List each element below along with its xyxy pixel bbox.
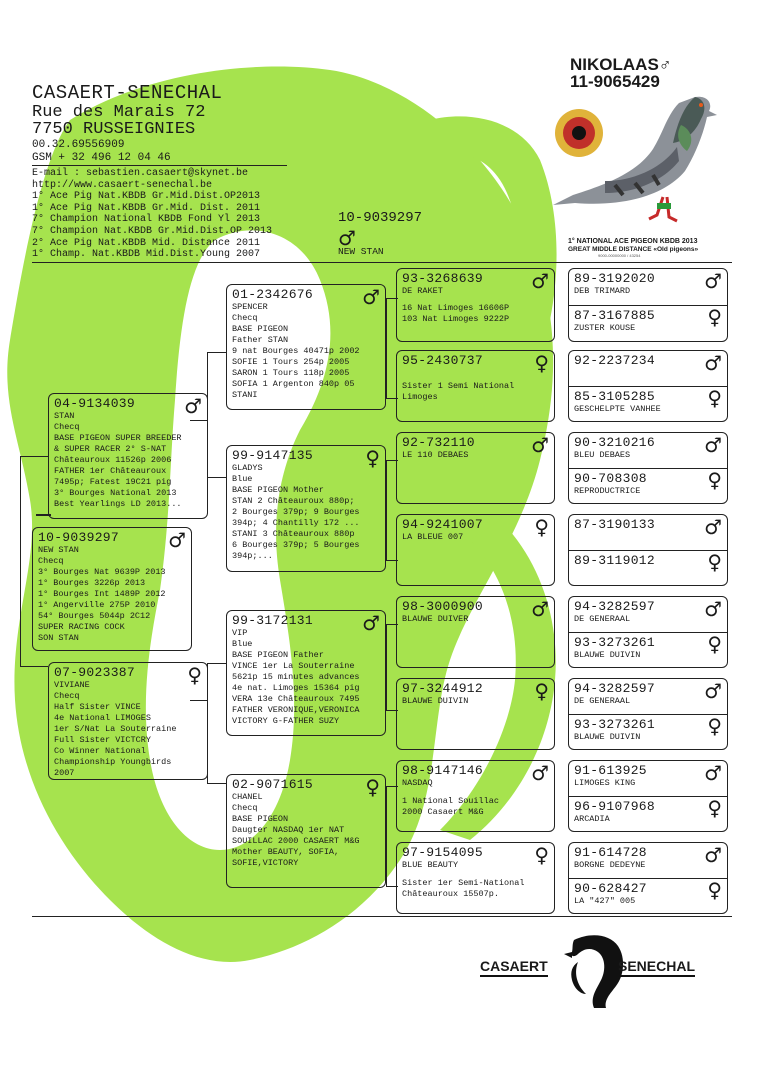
female-icon: ♀ xyxy=(707,796,722,820)
pedigree-g4-box[interactable] xyxy=(569,386,727,421)
result-line: 1° Angerville 275P 2010 xyxy=(38,600,156,610)
result-line: Sister 1er Semi-National xyxy=(402,878,525,888)
pedigree-g3-box[interactable] xyxy=(396,596,555,668)
pigeon-name: VIVIANE xyxy=(54,680,90,690)
pedigree-g4-box[interactable] xyxy=(569,679,727,714)
pedigree-g3-box[interactable] xyxy=(396,678,555,750)
logo-left-text: CASAERT xyxy=(480,958,548,977)
pigeon-name: BLAUWE DUIVIN xyxy=(402,696,469,706)
pigeon-name: BLEU DEBAES xyxy=(574,450,631,460)
achievement-line: 2° Ace Pig Nat.KBDB Mid. Distance 2011 xyxy=(32,237,261,249)
result-line: VINCE 1er La Souterraine xyxy=(232,661,355,671)
male-icon: ♂ xyxy=(531,433,549,457)
bottom-divider xyxy=(32,916,732,917)
result-line: BASE PIGEON SUPER BREEDER xyxy=(54,433,182,443)
connector-gen1 xyxy=(20,456,21,666)
subject-sex-icon: ♂ xyxy=(338,226,356,250)
male-icon: ♂ xyxy=(531,269,549,293)
male-icon: ♂ xyxy=(704,597,722,621)
result-line: 3° Bourges Nat 9639P 2013 xyxy=(38,567,166,577)
achievement-line: 1° Ace Pig Nat.KBDB Gr.Mid.Dist.OP2013 xyxy=(32,191,261,203)
pedigree-g3-box[interactable] xyxy=(396,350,555,422)
pigeon-name: DE GENERAAL xyxy=(574,614,631,624)
pigeon-name: LIMOGES KING xyxy=(574,778,636,788)
pedigree-g4-box[interactable] xyxy=(569,714,727,749)
breeder-email[interactable]: E-mail : sebastien.casaert@skynet.be xyxy=(32,168,249,179)
female-icon: ♀ xyxy=(707,468,722,492)
male-icon: ♂ xyxy=(168,528,186,552)
female-icon: ♀ xyxy=(707,305,722,329)
pedigree-g4-box[interactable] xyxy=(569,269,727,305)
result-line: 1° Bourges Int 1489P 2012 xyxy=(38,589,166,599)
result-line: STANI 3 Châteauroux 880p xyxy=(232,529,355,539)
result-line: Daugter NASDAQ 1er NAT xyxy=(232,825,345,835)
pigeon-name: BLAUWE DUIVER xyxy=(402,614,469,624)
ring-number: 94-3282597 xyxy=(574,681,656,696)
ring-number: 93-3273261 xyxy=(574,635,656,650)
pedigree-dd-box[interactable] xyxy=(226,774,386,888)
pedigree-ss-box[interactable] xyxy=(226,284,386,410)
pedigree-g4-box[interactable] xyxy=(569,632,727,667)
result-line: 4e nat. Limoges 15364 pig xyxy=(232,683,360,693)
pigeon-color: Checq xyxy=(54,691,80,701)
ring-number: 91-614728 xyxy=(574,845,647,860)
result-line: 394p;... xyxy=(232,551,273,561)
pedigree-g4-pair xyxy=(568,268,728,342)
pigeon-name: DE GENERAAL xyxy=(574,696,631,706)
pigeon-name: LA "427" 005 xyxy=(574,896,636,906)
result-line: SUPER RACING COCK xyxy=(38,622,125,632)
pedigree-g4-box[interactable] xyxy=(569,597,727,632)
breeder-website[interactable]: http://www.casaert-senechal.be xyxy=(32,179,213,191)
result-line: SOFIA 1 Argenton 840p 05 xyxy=(232,379,355,389)
result-line: Best Yearlings LD 2013... xyxy=(54,499,182,509)
pedigree-g4-box[interactable] xyxy=(569,351,727,386)
result-line: Co Winner National xyxy=(54,746,146,756)
pedigree-g4-pair xyxy=(568,514,728,586)
ring-number: 87-3190133 xyxy=(574,517,656,532)
ring-number: 89-3119012 xyxy=(574,553,656,568)
ring-number: 91-613925 xyxy=(574,763,647,778)
result-line: 2000 Casaert M&G xyxy=(402,807,484,817)
ring-number: 97-3244912 xyxy=(402,681,484,696)
pedigree-sire-box[interactable] xyxy=(48,393,208,519)
pedigree-g4-pair xyxy=(568,432,728,504)
ring-number: 96-9107968 xyxy=(574,799,656,814)
pigeon-color: Checq xyxy=(232,313,258,323)
ring-number: 01-2342676 xyxy=(232,287,314,302)
result-line: 103 Nat Limoges 9222P xyxy=(402,314,510,324)
female-icon: ♀ xyxy=(365,446,380,470)
result-line: 394p; 4 Chantilly 172 ... xyxy=(232,518,360,528)
pedigree-subject-box[interactable] xyxy=(32,527,192,651)
male-icon: ♂ xyxy=(704,351,722,375)
pedigree-g3-box[interactable] xyxy=(396,514,555,586)
result-line: 6 Bourges 379p; 5 Bourges xyxy=(232,540,360,550)
ring-number: 85-3105285 xyxy=(574,389,656,404)
male-icon: ♂ xyxy=(704,761,722,785)
result-line: VICTORY G-FATHER SUZY xyxy=(232,716,340,726)
pigeon-name: DE RAKET xyxy=(402,286,443,296)
ring-number: 99-3172131 xyxy=(232,613,314,628)
achievement-line: 7° Champion Nat.KBDB Gr.Mid.Dist.OP 2013 xyxy=(32,225,273,237)
pigeon-name: VIP xyxy=(232,628,248,638)
female-icon: ♀ xyxy=(707,386,722,410)
pigeon-name: STAN xyxy=(54,411,75,421)
pedigree-g4-box[interactable] xyxy=(569,843,727,878)
pigeon-color: Blue xyxy=(232,474,253,484)
subject-ring: 10-9039297 xyxy=(338,210,423,226)
pedigree-g4-pair xyxy=(568,760,728,832)
ring-number: 94-3282597 xyxy=(574,599,656,614)
male-icon: ♂ xyxy=(704,515,722,539)
result-line: BASE PIGEON xyxy=(232,814,289,824)
breeder-name: CASAERT-SENECHAL xyxy=(32,82,223,104)
male-icon: ♂ xyxy=(362,611,380,635)
pigeon-name: GLADYS xyxy=(232,463,263,473)
breeder-city: 7750 RUSSEIGNIES xyxy=(32,120,196,139)
ring-number: 93-3273261 xyxy=(574,717,656,732)
pigeon-name: LE 110 DEBAES xyxy=(402,450,469,460)
result-line: 7495p; Fatest 19C21 pig xyxy=(54,477,172,487)
result-line: Mother BEAUTY, SOFIA, xyxy=(232,847,340,857)
pedigree-ds-box[interactable] xyxy=(226,610,386,736)
pigeon-name: BLAUWE DUIVIN xyxy=(574,650,641,660)
casaert-senechal-logo xyxy=(478,932,698,1012)
pedigree-g4-pair xyxy=(568,596,728,668)
featured-name: NIKOLAAS♂ xyxy=(570,55,672,74)
result-line: Châteauroux 11526p 2006 xyxy=(54,455,172,465)
result-line: SOUILLAC 2000 CASAERT M&G xyxy=(232,836,360,846)
result-line: Châteauroux 15507p. xyxy=(402,889,499,899)
male-icon: ♂ xyxy=(704,269,722,293)
result-line: Limoges xyxy=(402,392,438,402)
pigeon-name: BLUE BEAUTY xyxy=(402,860,459,870)
pedigree-g4-box[interactable] xyxy=(569,305,727,341)
pedigree-g4-pair xyxy=(568,842,728,914)
male-icon: ♂ xyxy=(704,679,722,703)
female-icon: ♀ xyxy=(707,632,722,656)
pedigree-dam-box[interactable] xyxy=(48,662,208,780)
result-line: 16 Nat Limoges 16606P xyxy=(402,303,510,313)
result-line: 54° Bourges 5044p 2C12 xyxy=(38,611,151,621)
pigeon-name: GESCHELPTE VANHEE xyxy=(574,404,661,414)
female-icon: ♀ xyxy=(187,663,202,687)
result-line: SOFIE,VICTORY xyxy=(232,858,299,868)
female-icon: ♀ xyxy=(534,679,549,703)
ring-number: 90-628427 xyxy=(574,881,647,896)
ring-number: 97-9154095 xyxy=(402,845,484,860)
pedigree-g4-box[interactable] xyxy=(569,515,727,550)
result-line: 2007 xyxy=(54,768,75,778)
female-icon: ♀ xyxy=(534,843,549,867)
pigeon-name: CHANEL xyxy=(232,792,263,802)
ring-number: 02-9071615 xyxy=(232,777,314,792)
female-icon: ♀ xyxy=(534,351,549,375)
result-line: STANI xyxy=(232,390,258,400)
result-line: Championship Youngbirds xyxy=(54,757,172,767)
pigeon-name: BORGNE DEDEYNE xyxy=(574,860,646,870)
pigeon-name: ARCADIA xyxy=(574,814,610,824)
ring-number: 10-9039297 xyxy=(38,530,120,545)
result-line: STAN 2 Châteauroux 880p; xyxy=(232,496,355,506)
ring-number: 92-2237234 xyxy=(574,353,656,368)
pedigree-g4-box[interactable] xyxy=(569,468,727,503)
breeder-phone: 00.32.69556909 xyxy=(32,139,125,151)
pigeon-color: Checq xyxy=(232,803,258,813)
header-divider xyxy=(32,165,287,166)
pedigree-g4-box[interactable] xyxy=(569,796,727,831)
result-line: BASE PIGEON Mother xyxy=(232,485,324,495)
pigeon-name: BLAUWE DUIVIN xyxy=(574,732,641,742)
pigeon-name: REPRODUCTRICE xyxy=(574,486,641,496)
pigeon-name: DEB TRIMARD xyxy=(574,286,631,296)
result-line: SARON 1 Tours 118p 2005 xyxy=(232,368,350,378)
result-line: 1 National Souillac xyxy=(402,796,499,806)
featured-caption-2: GREAT MIDDLE DISTANCE «Old pigeons» xyxy=(568,246,699,253)
male-icon: ♂ xyxy=(704,433,722,457)
female-icon: ♀ xyxy=(534,515,549,539)
ring-number: 92-732110 xyxy=(402,435,475,450)
ring-number: 07-9023387 xyxy=(54,665,136,680)
result-line: 1er S/Nat La Souterraine xyxy=(54,724,177,734)
result-line: FATHER 1er Châteauroux xyxy=(54,466,167,476)
pigeon-name: ZUSTER KOUSE xyxy=(574,323,636,333)
logo-right-text: SENECHAL xyxy=(618,958,695,977)
result-line: 1° Bourges 3226p 2013 xyxy=(38,578,146,588)
pigeon-color: Checq xyxy=(38,556,64,566)
pigeon-name: SPENCER xyxy=(232,302,268,312)
pedigree-g4-box[interactable] xyxy=(569,878,727,913)
result-line: 2 Bourges 379p; 9 Bourges xyxy=(232,507,360,517)
breeder-info xyxy=(32,168,272,261)
female-icon: ♀ xyxy=(707,714,722,738)
result-line: BASE PIGEON Father xyxy=(232,650,324,660)
pedigree-g4-box[interactable] xyxy=(569,550,727,585)
pedigree-g4-pair xyxy=(568,350,728,422)
pedigree-g3-box[interactable] xyxy=(396,432,555,504)
ring-number: 87-3167885 xyxy=(574,308,656,323)
result-line: & SUPER RACER 2° S-NAT xyxy=(54,444,167,454)
result-line: SON STAN xyxy=(38,633,79,643)
male-icon: ♂ xyxy=(531,761,549,785)
pigeon-name: NEW STAN xyxy=(38,545,79,555)
breeder-street: Rue des Marais 72 xyxy=(32,103,206,122)
ring-number: 90-708308 xyxy=(574,471,647,486)
pigeon-photo xyxy=(545,85,725,235)
female-icon: ♀ xyxy=(707,878,722,902)
ring-number: 95-2430737 xyxy=(402,353,484,368)
pigeon-name: LA BLEUE 007 xyxy=(402,532,464,542)
male-icon: ♂ xyxy=(184,394,202,418)
pedigree-g4-box[interactable] xyxy=(569,433,727,468)
ring-number: 89-3192020 xyxy=(574,271,656,286)
ring-number: 99-9147135 xyxy=(232,448,314,463)
ring-number: 98-3000900 xyxy=(402,599,484,614)
result-line: BASE PIGEON xyxy=(232,324,289,334)
pigeon-color: Blue xyxy=(232,639,253,649)
pedigree-g4-pair xyxy=(568,678,728,750)
pedigree-g3-box[interactable] xyxy=(396,268,555,342)
achievement-line: 1° Champ. Nat.KBDB Mid.Dist.Young 2007 xyxy=(32,249,261,261)
breeder-gsm: GSM + 32 496 12 04 46 xyxy=(32,152,171,164)
male-icon: ♂ xyxy=(531,597,549,621)
ring-number: 98-9147146 xyxy=(402,763,484,778)
result-line: Sister 1 Semi National xyxy=(402,381,515,391)
subject-name: NEW STAN xyxy=(338,246,384,257)
pedigree-g3-box[interactable] xyxy=(396,760,555,832)
result-line: 3° Bourges National 2013 xyxy=(54,488,177,498)
top-divider xyxy=(32,262,732,263)
achievement-line: 7° Champion National KBDB Fond Yl 2013 xyxy=(32,214,261,226)
achievement-line: 1° Ace Pig Nat.KBDB Gr.Mid. Dist. 2011 xyxy=(32,202,261,214)
result-line: 4e National LIMOGES xyxy=(54,713,151,723)
pigeon-name: NASDAQ xyxy=(402,778,433,788)
featured-caption-3: 9000-00000000 / 43254 xyxy=(598,253,641,258)
female-icon: ♀ xyxy=(365,775,380,799)
ring-number: 04-9134039 xyxy=(54,396,136,411)
result-line: Full Sister VICTCRY xyxy=(54,735,151,745)
result-line: SOFIE 1 Tours 254p 2005 xyxy=(232,357,350,367)
result-line: 5621p 15 minutes advances xyxy=(232,672,360,682)
pedigree-sd-box[interactable] xyxy=(226,445,386,572)
result-line: Half Sister VINCE xyxy=(54,702,141,712)
pedigree-g3-box[interactable] xyxy=(396,842,555,914)
pedigree-g4-box[interactable] xyxy=(569,761,727,796)
ring-number: 94-9241007 xyxy=(402,517,484,532)
result-line: FATHER VERONIQUE,VERONICA xyxy=(232,705,360,715)
ring-number: 90-3210216 xyxy=(574,435,656,450)
result-line: VERA 13e Châteauroux 7495 xyxy=(232,694,360,704)
female-icon: ♀ xyxy=(707,550,722,574)
pigeon-color: Checq xyxy=(54,422,80,432)
result-line: 9 nat Bourges 40471p 2002 xyxy=(232,346,360,356)
result-line: Father STAN xyxy=(232,335,289,345)
male-icon: ♂ xyxy=(704,843,722,867)
male-icon: ♂ xyxy=(362,285,380,309)
ring-number: 93-3268639 xyxy=(402,271,484,286)
featured-ring: 11-9065429 xyxy=(570,72,660,91)
featured-caption-1: 1° NATIONAL ACE PIGEON KBDB 2013 xyxy=(568,238,698,245)
